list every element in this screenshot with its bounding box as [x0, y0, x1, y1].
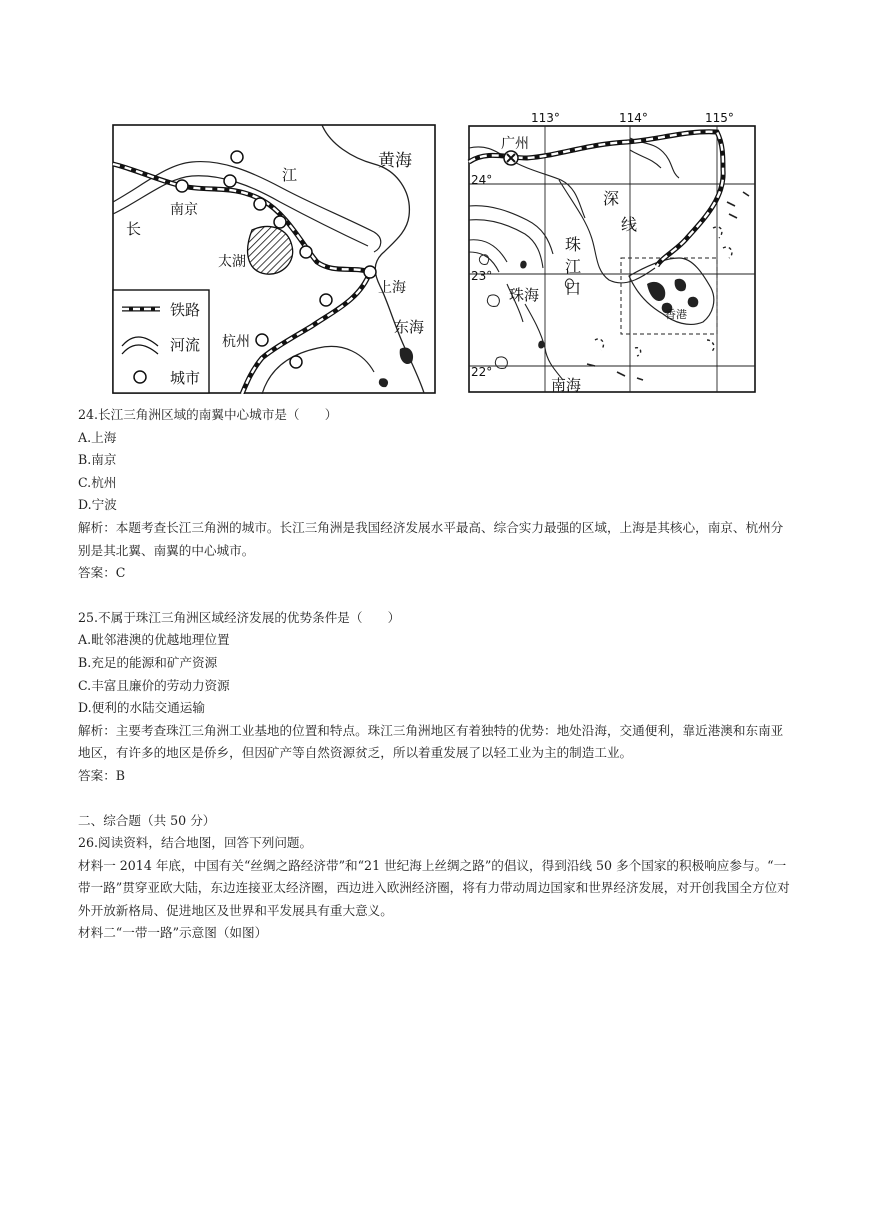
section2-title: 二、综合题（共 50 分） [78, 812, 216, 828]
label-kou: 口 [565, 279, 582, 298]
label-hangzhou: 杭州 [222, 334, 250, 350]
label-guangzhou: 广州 [501, 136, 529, 152]
label-rail-shen: 深 [603, 189, 620, 208]
q24-stem: 24.长江三角洲区域的南翼中心城市是（ ） [78, 407, 338, 422]
q24-option-c: C.杭州 [78, 474, 117, 490]
q24-analysis: 解析：本题考查长江三角洲的城市。长江三角洲是我国经济发展水平最高、综合实力最强的区域，上海是其核心，南京、杭州分别是其北翼、南翼的中心城市。 [78, 519, 784, 558]
q24-option-d: D.宁波 [78, 497, 117, 513]
lat-label-23: 23° [471, 269, 493, 283]
lat-label-24: 24° [471, 173, 493, 187]
lon-label-115: 115° [705, 111, 734, 125]
q25-option-c: C.丰富且廉价的劳动力资源 [78, 677, 230, 693]
legend-railway-label: 铁路 [170, 301, 201, 319]
label-shanghai: 上海 [378, 280, 406, 296]
label-river-jiang: 江 [282, 166, 298, 184]
label-hk: 香港 [665, 308, 687, 321]
yangtze-delta-map [112, 124, 436, 394]
label-zhuhai: 珠海 [509, 286, 540, 304]
q24-option-a: A.上海 [78, 429, 117, 445]
question-text [78, 404, 794, 945]
lon-label-114: 114° [619, 111, 648, 125]
label-south-sea: 南海 [551, 376, 582, 394]
q25-option-a: A.毗邻港澳的优越地理位置 [78, 632, 230, 648]
lon-label-113: 113° [531, 111, 560, 125]
label-jiang: 江 [565, 257, 582, 276]
q24-option-b: B.南京 [78, 452, 117, 468]
map-figures [112, 108, 756, 396]
label-river-chang: 长 [126, 220, 142, 238]
label-taihu: 太湖 [218, 254, 246, 270]
lat-label-22: 22° [471, 365, 493, 379]
q25-analysis: 解析：主要考查珠江三角洲工业基地的位置和特点。珠江三角洲地区有着独特的优势：地处沿海，交通便利，靠近港澳和东南亚地区，有许多的地区是侨乡，但因矿产等自然资源贫乏，所以着重发展了以轻工业为主的制造工业。 [78, 722, 784, 761]
label-nanjing: 南京 [170, 202, 198, 218]
material-2: 材料二“一带一路”示意图（如图） [78, 925, 268, 941]
label-rail-xian: 线 [621, 215, 638, 234]
legend-city-icon [134, 371, 146, 383]
q25-option-d: D.便利的水陆交通运输 [78, 700, 205, 716]
material-1: 材料一 2014 年底，中国有关“丝绸之路经济带”和“21 世纪海上丝绸之路”的倡议，得到沿线 50 多个国家的积极响应参与。“一带一路”贯穿亚欧大陆，东边连接亚太经济圈，西边进入欧洲经济圈，将有力带动周边国家和世界经济发展，对开创我国全方位对外开放新格局、促进地区及世界和平发展具有重大意义。 [78, 857, 790, 918]
q26-stem: 26.阅读资料，结合地图，回答下列问题。 [78, 835, 313, 851]
label-east-sea: 东海 [394, 318, 425, 336]
q25-option-b: B.充足的能源和矿产资源 [78, 654, 218, 670]
legend-city-label: 城市 [170, 369, 201, 387]
q25-stem: 25.不属于珠江三角洲区域经济发展的优势条件是（ ） [78, 609, 401, 625]
label-zhu: 珠 [565, 235, 582, 254]
q25-answer: 答案：B [78, 767, 126, 783]
pearl-delta-map [467, 108, 757, 394]
label-yellow-sea: 黄海 [378, 151, 412, 171]
q24-answer: 答案：C [78, 565, 126, 581]
legend-river-label: 河流 [170, 336, 201, 354]
